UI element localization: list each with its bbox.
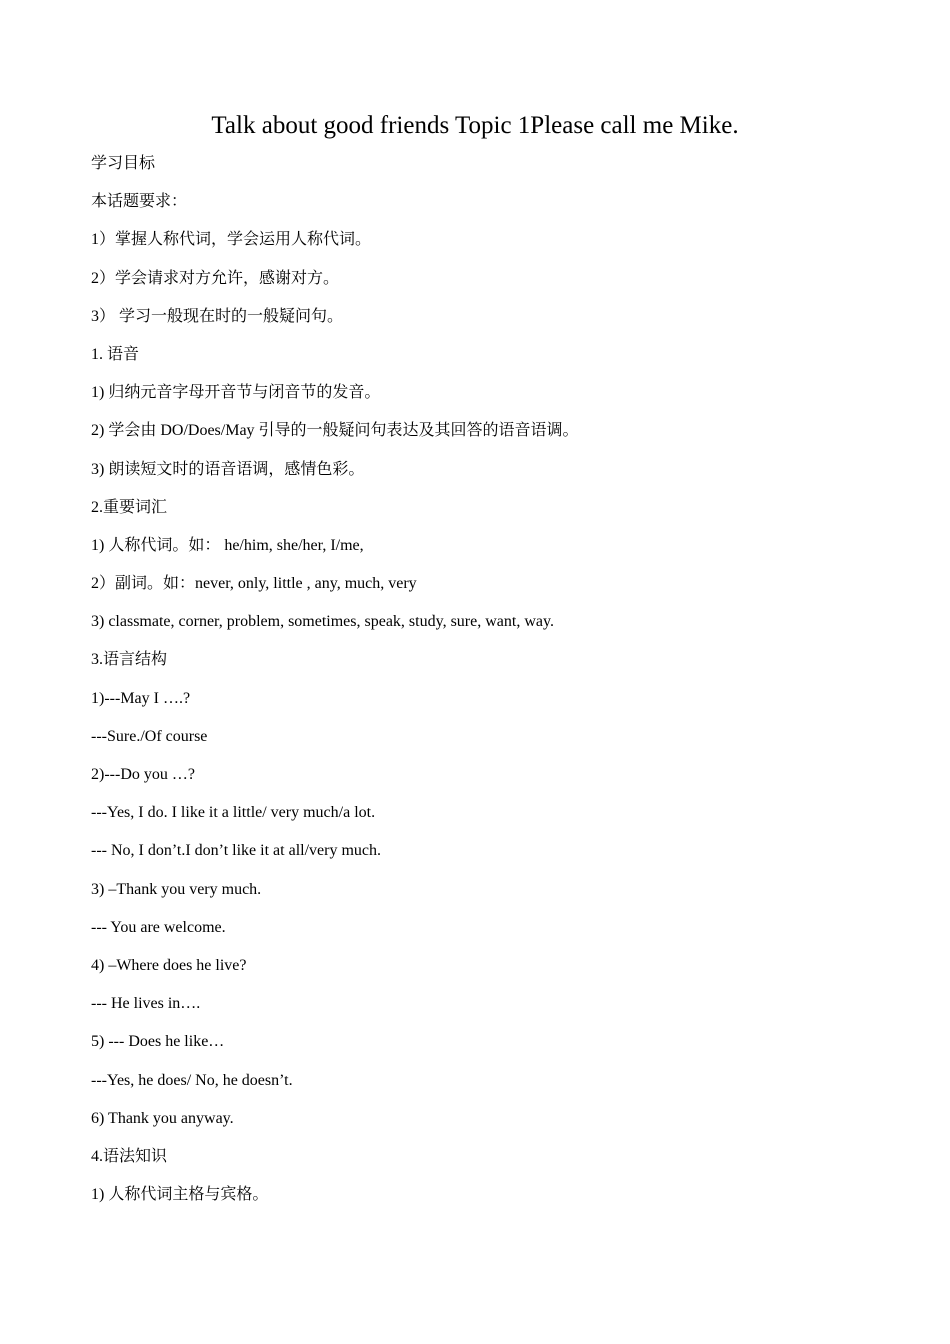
text-line: 1) 人称代词。如： he/him, she/her, I/me, — [91, 536, 364, 554]
text-line: 2）副词。如：never, only, little , any, much, very — [91, 575, 417, 593]
text-line: ---Yes, he does/ No, he doesn’t. — [91, 1071, 293, 1089]
text-line: 2）学会请求对方允许，感谢对方。 — [91, 269, 340, 287]
section-heading: 2.重要词汇 — [91, 498, 168, 516]
text-line: 3) 朗读短文时的语音语调，感情色彩。 — [91, 460, 365, 478]
section-heading: 3.语言结构 — [91, 651, 168, 669]
section-heading: 1. 语音 — [91, 345, 140, 363]
text-line: 3) –Thank you very much. — [91, 880, 262, 898]
text-line: 1) 人称代词主格与宾格。 — [91, 1186, 269, 1204]
text-line: 2) 学会由 DO/Does/May 引导的一般疑问句表达及其回答的语音语调。 — [91, 422, 579, 440]
text-line: 学习目标 — [91, 155, 156, 172]
text-line: 3) classmate, corner, problem, sometimes, speak, study, sure, want, way. — [91, 613, 554, 631]
text-line: 5) --- Does he like… — [91, 1033, 225, 1051]
text-line: ---Sure./Of course — [91, 727, 208, 745]
document-body — [91, 145, 891, 1214]
document-title: Talk about good friends Topic 1Please call me Mike. — [211, 112, 739, 139]
text-line: 3） 学习一般现在时的一般疑问句。 — [91, 307, 344, 325]
text-line: 本话题要求： — [91, 193, 188, 211]
text-line: 6) Thank you anyway. — [91, 1109, 234, 1127]
text-line: ---Yes, I do. I like it a little/ very much/a lot. — [91, 804, 376, 822]
text-line: 1）掌握人称代词，学会运用人称代词。 — [91, 231, 372, 249]
text-line: --- He lives in…. — [91, 995, 201, 1013]
text-line: 2)---Do you …? — [91, 766, 195, 783]
text-line: 1)---May I ….? — [91, 689, 191, 707]
text-line: --- No, I don’t.I don’t like it at all/very much. — [91, 842, 382, 860]
text-line: 4) –Where does he live? — [91, 956, 247, 974]
text-line: 1) 归纳元音字母开音节与闭音节的发音。 — [91, 384, 381, 402]
text-line: --- You are welcome. — [91, 918, 226, 936]
section-heading: 4.语法知识 — [91, 1147, 168, 1165]
